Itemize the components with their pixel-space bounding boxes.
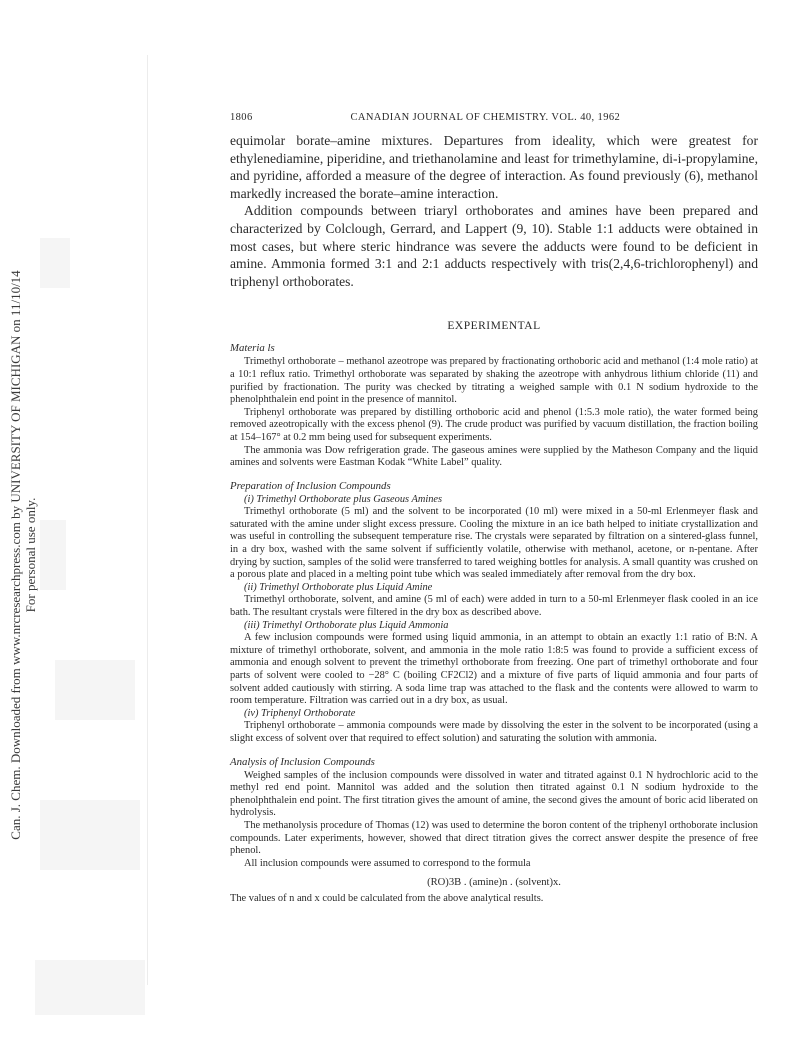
subheading-ii: (ii) Trimethyl Orthoborate plus Liquid Amine [244, 581, 433, 593]
scan-smudge [35, 960, 145, 1015]
download-watermark [6, 175, 40, 935]
materials-paragraph-1: Trimethyl orthoborate – methanol azeotrope was prepared by fractionating orthoboric acid and methanol (1:4 mole ratio) at a 10:1 reflux ratio. Trimethyl orthoborate was separated by shaking the azeotrope with anhydrous lithium chloride (11) and purified by fractionation. The purity was checked by titrating a weighed sample with 0.1 N sodium hydroxide to the phenolphthalein end point in the presence of mannitol. [230, 356, 758, 406]
page-number: 1806 [230, 112, 253, 123]
watermark-line-1: Can. J. Chem. Downloaded from www.nrcresearchpress.com by UNIVERSITY OF MICHIGAN on 11/10/14 [8, 270, 23, 840]
scan-smudge [40, 520, 66, 590]
subheading-i: (i) Trimethyl Orthoborate plus Gaseous Amines [244, 493, 443, 505]
heading-preparation: Preparation of Inclusion Compounds [230, 479, 391, 492]
watermark-line-2: For personal use only. [23, 497, 38, 613]
analysis-paragraph-3: All inclusion compounds were assumed to correspond to the formula [244, 857, 531, 869]
journal-title: CANADIAN JOURNAL OF CHEMISTRY. VOL. 40, 1962 [350, 112, 621, 123]
intro-paragraph-2: Addition compounds between triaryl orthoborates and amines have been prepared and characterized by Colclough, Gerrard, and Lappert (9, 10). Stable 1:1 adducts were obtained in most cases, but where steric hindrance was severe the adducts were found to be deficient in amine. Ammonia formed 3:1 and 2:1 adducts respectively with tris(2,4,6-trichlorophenyl) and triphenyl orthoborates. [230, 203, 758, 289]
experimental-section [230, 342, 758, 906]
heading-analysis: Analysis of Inclusion Compounds [230, 755, 375, 768]
scan-smudge [40, 800, 140, 870]
preparation-iv-text: Triphenyl orthoborate – ammonia compounds were made by dissolving the ester in the solvent to be incorporated (using a slight excess of solvent over that required to effect solution) and saturating the solution with ammonia. [230, 720, 758, 744]
intro-paragraph-1: equimolar borate–amine mixtures. Departures from ideality, which were greatest for ethylenediamine, piperidine, and triethanolamine and least for trimethylamine, di-i-propylamine, and pyridine, afforded a measure of the degree of interaction. As found previously (6), methanol markedly increased the borate–amine interaction. [230, 133, 758, 201]
preparation-ii-text: Trimethyl orthoborate, solvent, and amine (5 ml of each) were added in turn to a 50-ml Erlenmeyer flask cooled in an ice bath. The resultant crystals were filtered in the dry box as described above. [230, 594, 758, 619]
analysis-paragraph-4: The values of n and x could be calculated from the above analytical results. [230, 893, 544, 905]
analysis-paragraph-2: The methanolysis procedure of Thomas (12) was used to determine the boron content of the triphenyl orthoborate inclusion compounds. Later experiments, however, showed that direct titration gives the correct answer despite the presence of free phenol. [230, 819, 758, 857]
running-head [230, 112, 758, 123]
formula: (RO)3B . (amine)n . (solvent)x. [427, 877, 561, 889]
materials-paragraph-3: The ammonia was Dow refrigeration grade. The gaseous amines were supplied by the Matheson Company and the liquid amines and solvents were Eastman Kodak “White Label” quality. [230, 444, 758, 469]
analysis-paragraph-1: Weighed samples of the inclusion compounds were dissolved in water and titrated against 0.1 N hydrochloric acid to the methyl red end point. Mannitol was added and the solution then titrated against 0.1 N sodium hydroxide to the phenolphthalein end point. The first titration gives the amount of amine, the second gives the amount of boric acid liberated on hydrolysis. [230, 769, 758, 819]
preparation-i-text: Trimethyl orthoborate (5 ml) and the solvent to be incorporated (10 ml) were mixed in a 50-ml Erlenmeyer flask and saturated with the amine under slight excess pressure. Cooling the mixture in an ice bath helped to initiate crystallization and was useful in controlling the subsequent temperature rise. The crystals were separated by filtration on a sintered-glass funnel, in a dry box, washed with the same solvent if sufficiently volatile, otherwise with methanol, acetone, or n-pentane. After drying by suction, samples of the solid were transferred to tared weighing bottles for analysis. A small quantity was crushed on a porous plate and placed in a melting point tube which was sealed immediately after removal from the dry box. [230, 506, 758, 581]
preparation-iii-text: A few inclusion compounds were formed using liquid ammonia, in an attempt to obtain an exactly 1:1 ratio of B:N. A mixture of trimethyl orthoborate, solvent, and ammonia in the mole ratio 1:8:5 was found to provide a sufficient excess of ammonia and enough solvent to prevent the trimethyl orthoborate from freezing. One part of trimethyl orthoborate and four parts of solvent were cooled to −28° C (boiling CF2Cl2) and a mixture of five parts of liquid ammonia and four parts of solvent added cautiously with stirring. A soda lime trap was attached to the flask and the contents were allowed to warm to room temperature. Filtration was carried out in a dry box, as usual. [230, 632, 758, 707]
scan-smudge [40, 238, 70, 288]
subheading-iv: (iv) Triphenyl Orthoborate [244, 707, 356, 719]
scan-smudge [55, 660, 135, 720]
heading-materials: Materia ls [230, 342, 275, 355]
intro-section [230, 132, 758, 290]
section-title-experimental: EXPERIMENTAL [447, 320, 541, 333]
scan-gutter-line [147, 55, 148, 985]
materials-paragraph-2: Triphenyl orthoborate was prepared by distilling orthoboric acid and phenol (1:5.3 mole ratio), the water formed being removed azeotropically with the excess phenol (9). The crude product was purified by vacuum distillation, the fraction boiling at 154–167° at 0.2 mm being used for subsequent experiments. [230, 406, 758, 443]
page-body [230, 112, 758, 906]
subheading-iii: (iii) Trimethyl Orthoborate plus Liquid Ammonia [244, 619, 449, 631]
